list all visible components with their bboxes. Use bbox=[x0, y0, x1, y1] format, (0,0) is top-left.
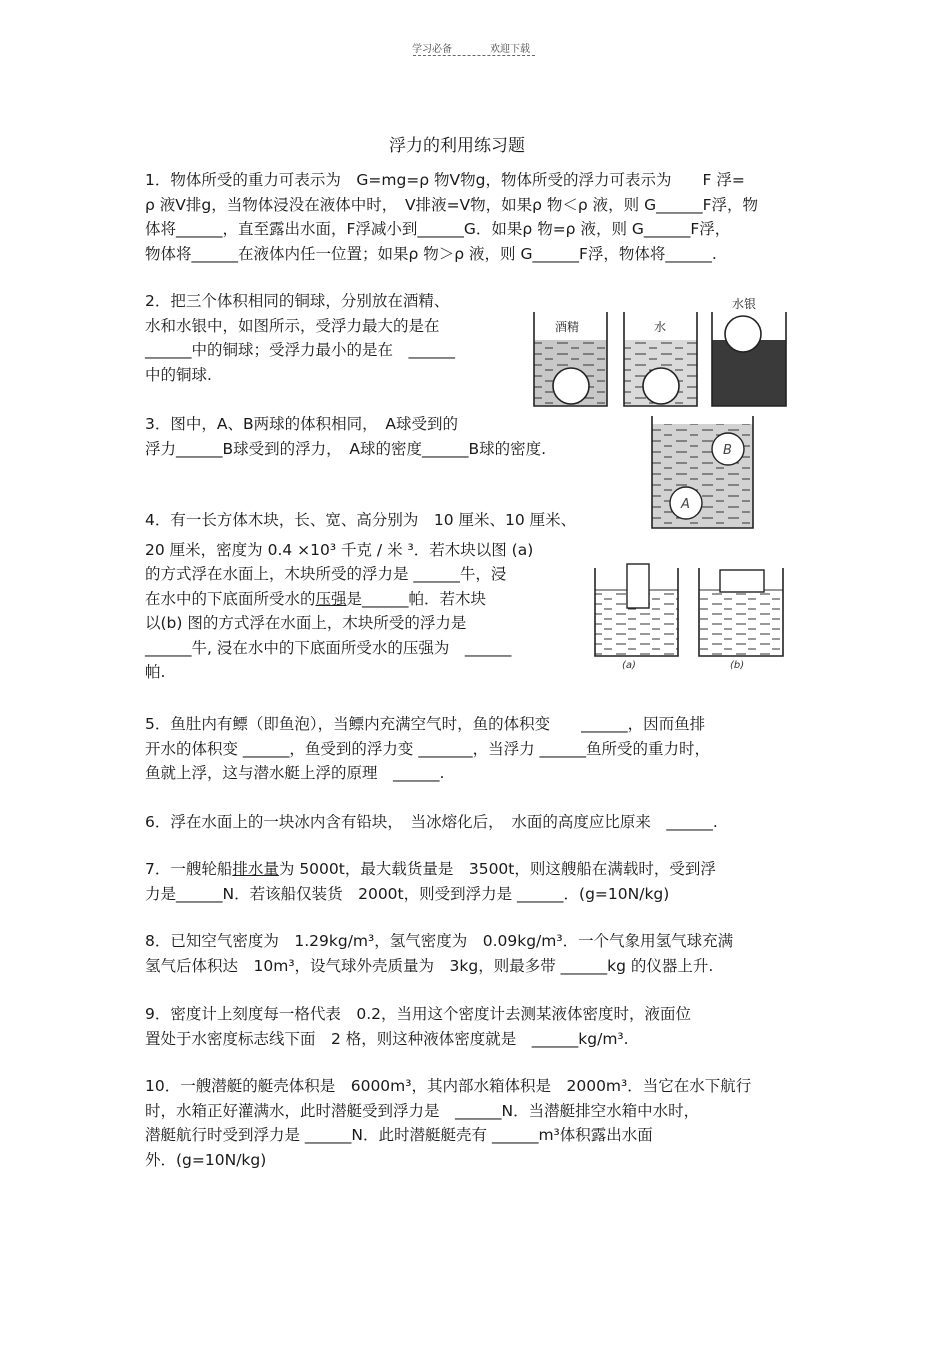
q3-line-1: 3．图中，A、B两球的体积相同， A球受到的 bbox=[145, 415, 458, 433]
q7-line-1-part-c: 为 5000t，最大载货量是 3500t，则这艘船在满载时，受到浮 bbox=[278, 860, 716, 878]
q2-line-1: 2．把三个体积相同的铜球，分别放在酒精、 bbox=[145, 292, 450, 310]
wood-block-flat bbox=[720, 570, 764, 592]
beaker-water bbox=[624, 312, 697, 406]
label-alcohol: 酒精 bbox=[555, 320, 580, 334]
q1-line-3: 体将______，直至露出水面，F浮减小到______G．如果ρ 物=ρ 液，则 G______F浮， bbox=[145, 220, 731, 238]
copper-ball-in-alcohol bbox=[553, 368, 589, 404]
q10-line-2: 时，水箱正好灌满水，此时潜艇受到浮力是 ______N．当潜艇排空水箱中水时， bbox=[145, 1101, 700, 1120]
q2-line-2: 水和水银中，如图所示，受浮力最大的是在 bbox=[145, 316, 440, 335]
q10-line-4: 外．(g=10N/kg) bbox=[145, 1150, 267, 1169]
q4-line-4-part-c: 是______帕．若木块 bbox=[346, 589, 487, 608]
q4-line-5: 以(b) 图的方式浮在水面上，木块所受的浮力是 bbox=[145, 614, 467, 632]
container-b bbox=[699, 568, 783, 671]
label-b: (b) bbox=[730, 660, 745, 671]
beaker-mercury bbox=[712, 296, 786, 406]
question-2 bbox=[145, 289, 455, 387]
q3-line-2: 浮力______B球受到的浮力， A球的密度______B球的密度. bbox=[145, 439, 547, 458]
q4-line-1: 4．有一长方体木块，长、宽、高分别为 10 厘米、10 厘米、 bbox=[145, 511, 577, 529]
q4-wood-block-figure bbox=[590, 560, 800, 672]
q7-line-1 bbox=[145, 857, 716, 882]
q4-line-2: 20 厘米，密度为 0.4 ×10³ 千克 / 米 ³．若木块以图 (a) bbox=[145, 540, 534, 559]
page-title: 浮力的利用练习题 bbox=[389, 136, 525, 156]
q3-balls-figure bbox=[647, 414, 759, 532]
question-7 bbox=[145, 857, 716, 906]
label-a: (a) bbox=[622, 660, 636, 671]
copper-ball-in-mercury bbox=[725, 316, 761, 352]
label-ball-b: B bbox=[723, 443, 732, 458]
q5-line-3: 鱼就上浮，这与潜水艇上浮的原理 ______. bbox=[145, 764, 445, 782]
question-4 bbox=[145, 508, 576, 685]
q4-line-3: 的方式浮在水面上，木块所受的浮力是 ______牛，浸 bbox=[145, 565, 507, 583]
question-1 bbox=[145, 168, 758, 266]
q9-line-1: 9．密度计上刻度每一格代表 0.2，当用这个密度计去测某液体密度时，液面位 bbox=[145, 1005, 692, 1023]
question-10 bbox=[145, 1074, 751, 1172]
header-right: 欢迎下载 bbox=[490, 44, 530, 55]
q2-line-3: ______中的铜球；受浮力最小的是在 ______ bbox=[145, 341, 456, 359]
q2-beakers-figure bbox=[528, 294, 798, 412]
q5-line-2: 开水的体积变 ______，鱼受到的浮力变 _______，当浮力 ______鱼所受的重力时， bbox=[145, 739, 711, 758]
q6-line-1: 6．浮在水面上的一块冰内含有铅块， 当冰熔化后， 水面的高度应比原来 ______. bbox=[145, 813, 718, 831]
q10-line-3: 潜艇航行时受到浮力是 ______N．此时潜艇艇壳有 ______m³体积露出水面 bbox=[145, 1126, 653, 1144]
q7-line-2: 力是______N．若该船仅装货 2000t，则受到浮力是 ______．(g=10N/kg) bbox=[145, 884, 670, 903]
beaker-alcohol bbox=[534, 312, 607, 406]
question-5 bbox=[145, 712, 710, 786]
q5-line-1: 5．鱼肚内有鳔（即鱼泡），当鳔内充满空气时，鱼的体积变 ______，因而鱼排 bbox=[145, 715, 706, 733]
label-mercury: 水银 bbox=[732, 297, 757, 311]
question-9 bbox=[145, 1002, 691, 1051]
question-6 bbox=[145, 810, 718, 835]
q4-line-6: ______牛, 浸在水中的下底面所受水的压强为 ______ bbox=[145, 638, 512, 657]
q4-line-7: 帕. bbox=[145, 663, 166, 681]
q4-line-4-underlined: 压强 bbox=[315, 589, 347, 608]
q8-line-2: 氢气后体积达 10m³，设气球外壳质量为 3kg，则最多带 ______kg 的仪器上升. bbox=[145, 956, 714, 975]
question-3 bbox=[145, 412, 546, 461]
copper-ball-in-water bbox=[643, 368, 679, 404]
q8-line-1: 8．已知空气密度为 1.29kg/m³，氢气密度为 0.09kg/m³．一个气象用氢气球充满 bbox=[145, 932, 734, 950]
q1-line-2: ρ 液V排g，当物体浸没在液体中时， V排液=V物，如果ρ 物＜ρ 液，则 G______F浮，物 bbox=[145, 195, 759, 214]
q9-line-2: 置处于水密度标志线下面 2 格，则这种液体密度就是 ______kg/m³. bbox=[145, 1029, 629, 1048]
q7-line-1-underlined: 排水量 bbox=[232, 860, 279, 878]
q7-line-1-part-a: 7．一艘轮船 bbox=[145, 860, 233, 878]
question-8 bbox=[145, 929, 733, 978]
q4-line-4 bbox=[145, 587, 576, 612]
q1-line-1: 1．物体所受的重力可表示为 G=mg=ρ 物V物g，物体所受的浮力可表示为 F 浮= bbox=[145, 171, 745, 189]
header-divider bbox=[413, 55, 535, 56]
q1-line-4: 物体将______在液体内任一位置；如果ρ 物＞ρ 液，则 G______F浮，物体将______. bbox=[145, 244, 717, 263]
label-water: 水 bbox=[654, 320, 667, 334]
label-ball-a: A bbox=[681, 497, 690, 512]
q10-line-1: 10．一艘潜艇的艇壳体积是 6000m³，其内部水箱体积是 2000m³．当它在水下航行 bbox=[145, 1077, 752, 1095]
header-left: 学习必备 bbox=[412, 44, 452, 55]
q4-line-4-part-a: 在水中的下底面所受水的 bbox=[145, 589, 316, 608]
wood-block-upright bbox=[627, 564, 649, 608]
page-header bbox=[412, 40, 530, 55]
q2-line-4: 中的铜球. bbox=[145, 365, 212, 384]
container-a bbox=[595, 564, 678, 671]
